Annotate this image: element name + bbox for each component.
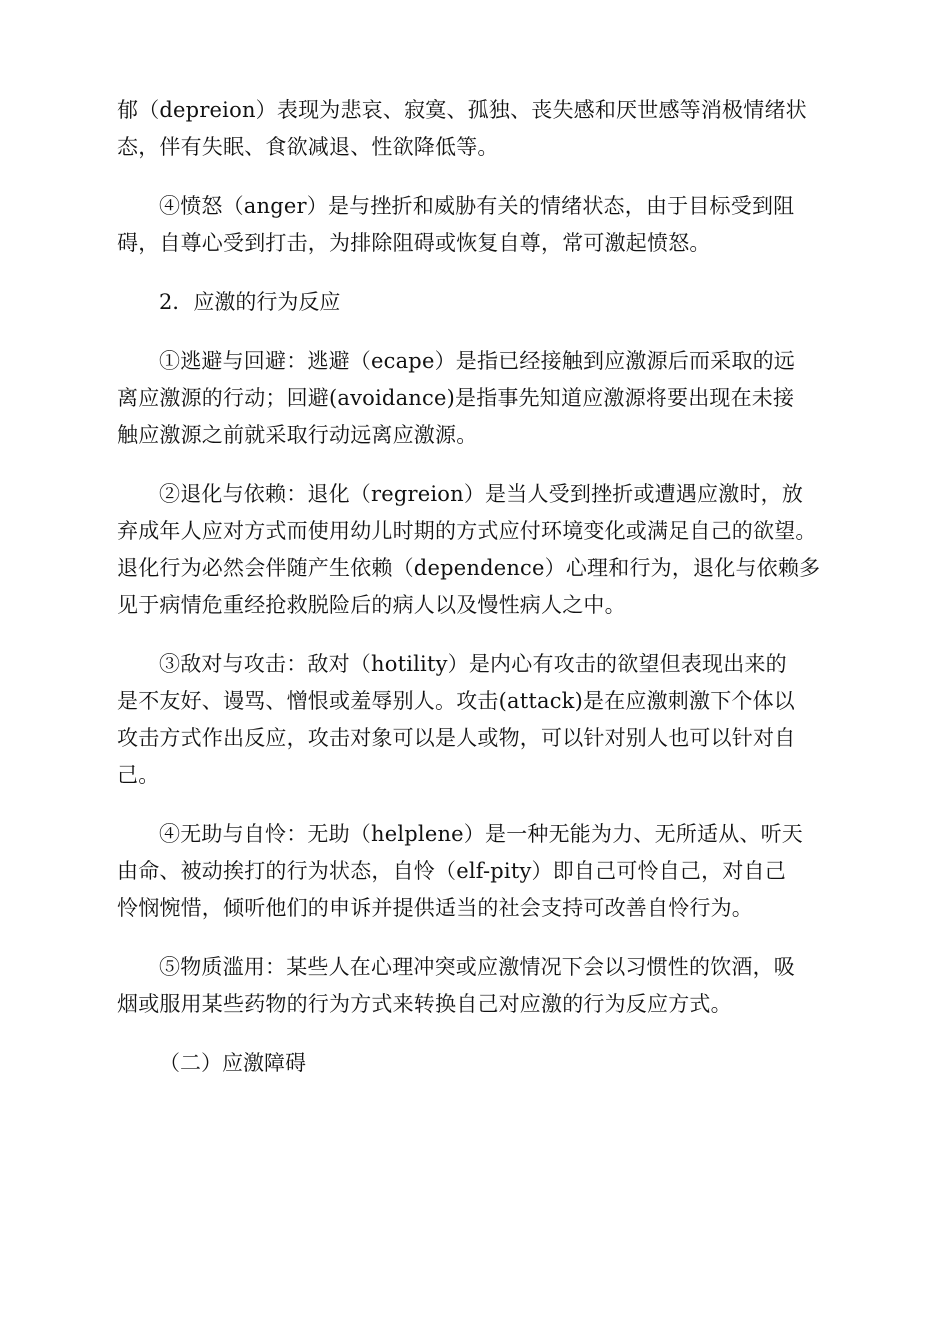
paragraph-helplessness-self-pity (117, 816, 847, 927)
paragraph-anger (117, 188, 847, 262)
text-line: 怜悯惋惜，倾听他们的申诉并提供适当的社会支持可改善自怜行为。 (117, 896, 753, 920)
text-line: 是不友好、谩骂、憎恨或羞辱别人。攻击(attack)是在应激刺激下个体以 (117, 689, 795, 713)
section-heading-behavioral-response (117, 284, 847, 321)
text-line: 己。 (117, 763, 160, 787)
text-line: ①逃避与回避：逃避（ecape）是指已经接触到应激源后而采取的远 (159, 349, 795, 373)
text-line: 由命、被动挨打的行为状态，自怜（elf-pity）即自己可怜自己，对自己 (117, 859, 786, 883)
text-line: 离应激源的行动；回避(avoidance)是指事先知道应激源将要出现在未接 (117, 386, 795, 410)
text-line: 碍，自尊心受到打击，为排除阻碍或恢复自尊，常可激起愤怒。 (117, 231, 711, 255)
paragraph-escape-avoidance (117, 343, 847, 454)
paragraph-substance-abuse (117, 949, 847, 1023)
text-line: 郁（depreion）表现为悲哀、寂寞、孤独、丧失感和厌世感等消极情绪状 (117, 98, 807, 122)
paragraph-depression-continued (117, 92, 847, 166)
text-line: 攻击方式作出反应，攻击对象可以是人或物，可以针对别人也可以针对自 (117, 726, 796, 750)
text-line: ②退化与依赖：退化（regreion）是当人受到挫折或遭遇应激时，放 (159, 482, 804, 506)
text-line: ③敌对与攻击：敌对（hotility）是内心有攻击的欲望但表现出来的 (159, 652, 787, 676)
text-line: 退化行为必然会伴随产生依赖（dependence）心理和行为，退化与依赖多 (117, 556, 821, 580)
text-line: 见于病情危重经抢救脱险后的病人以及慢性病人之中。 (117, 593, 626, 617)
heading-text: 2．应激的行为反应 (159, 290, 341, 314)
text-line: 触应激源之前就采取行动远离应激源。 (117, 423, 478, 447)
document-page (117, 92, 847, 1082)
paragraph-regression-dependence (117, 476, 847, 624)
text-line: ④愤怒（anger）是与挫折和威胁有关的情绪状态，由于目标受到阻 (159, 194, 795, 218)
text-line: 弃成年人应对方式而使用幼儿时期的方式应付环境变化或满足自己的欲望。 (117, 519, 817, 543)
section-heading-stress-disorder (117, 1045, 847, 1082)
heading-text: （二）应激障碍 (159, 1051, 306, 1075)
text-line: 态，伴有失眠、食欲减退、性欲降低等。 (117, 135, 499, 159)
text-line: ④无助与自怜：无助（helplene）是一种无能为力、无所适从、听天 (159, 822, 804, 846)
paragraph-hostility-attack (117, 646, 847, 794)
text-line: 烟或服用某些药物的行为方式来转换自己对应激的行为反应方式。 (117, 992, 732, 1016)
text-line: ⑤物质滥用：某些人在心理冲突或应激情况下会以习惯性的饮酒，吸 (159, 955, 795, 979)
